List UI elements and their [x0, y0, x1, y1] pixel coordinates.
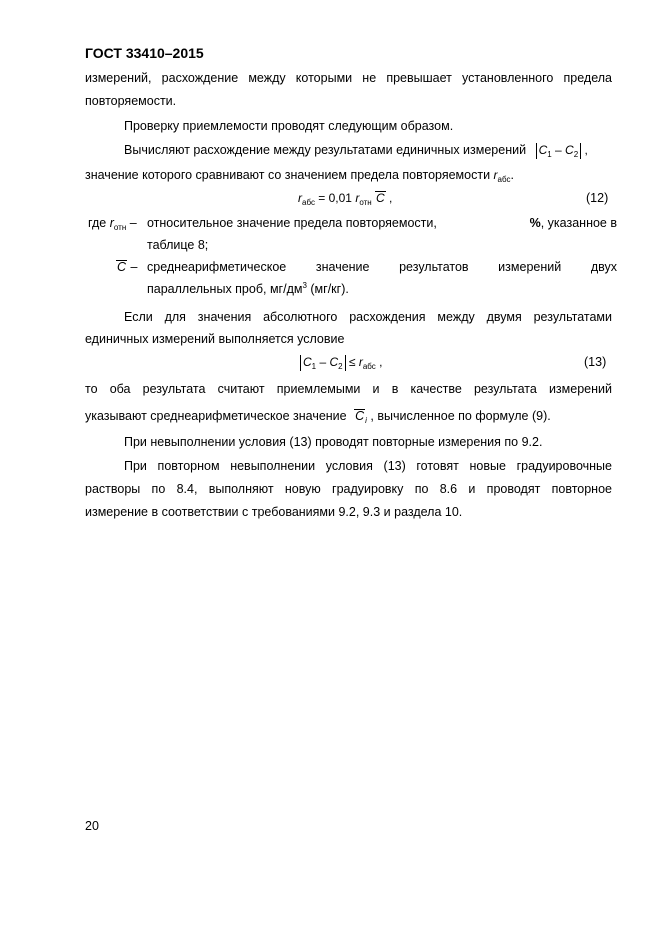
paragraph-line: измерение в соответствии с требованиями 9.2, 9.3 и раздела 10. — [85, 505, 463, 519]
paragraph-line: то оба результата считают приемлемыми и в качестве результата измерений — [85, 382, 612, 396]
paragraph-text: Вычисляют расхождение между результатами единичных измерений — [124, 143, 527, 157]
paragraph-line: Вычисляют расхождение между результатами единичных измерений $C_1 - C_2$ , — [124, 143, 588, 159]
equation-12: $r_{абс} = 0,01$ $r_{отн}$ C , — [298, 191, 393, 207]
equation-number: (12) — [586, 191, 609, 205]
paragraph-line: Проверку приемлемости проводят следующим образом. — [124, 119, 454, 133]
definition-line: среднеарифметическое значение результатов измерений двух — [147, 260, 617, 274]
definition-line: таблице 8; — [147, 238, 209, 252]
formula-abs-difference: $C_1 - C_2$ — [536, 143, 582, 159]
paragraph-line: растворы по 8.4, выполняют новую градуировку по 8.6 и проводят повторное — [85, 482, 612, 496]
document-header: ГОСТ 33410–2015 — [85, 45, 204, 61]
page-number: 20 — [85, 819, 99, 833]
equation-13: $C_1 - C_2 \le r_{абс}$ , — [300, 354, 382, 372]
definition-line: относительное значение предела повторяемости, % , указанное в — [147, 216, 617, 230]
paragraph-line: значение которого сравнивают со значением предела повторяемости $r_{абс}$. — [85, 168, 514, 184]
paragraph-line: единичных измерений выполняется условие — [85, 332, 345, 346]
paragraph-line: Если для значения абсолютного расхождения между двумя результатами — [124, 310, 612, 324]
where-label: C – — [117, 260, 138, 274]
paragraph-line: повторяемости. — [85, 94, 177, 108]
equation-number: (13) — [584, 355, 607, 369]
paragraph-line: указывают среднеарифметическое значение $C_i$ , вычисленное по формуле (9). — [85, 409, 551, 425]
where-label: где $r_{отн}$ – — [88, 216, 137, 232]
paragraph-line: измерений, расхождение между которыми не превышает установленного предела — [85, 71, 612, 85]
paragraph-line: При невыполнении условия (13) проводят повторные измерения по 9.2. — [124, 435, 543, 449]
paragraph-line: При повторном невыполнении условия (13) готовят новые градуировочные — [124, 459, 612, 473]
definition-line: параллельных проб, $мг/дм^3$ (мг/кг). — [147, 281, 349, 296]
